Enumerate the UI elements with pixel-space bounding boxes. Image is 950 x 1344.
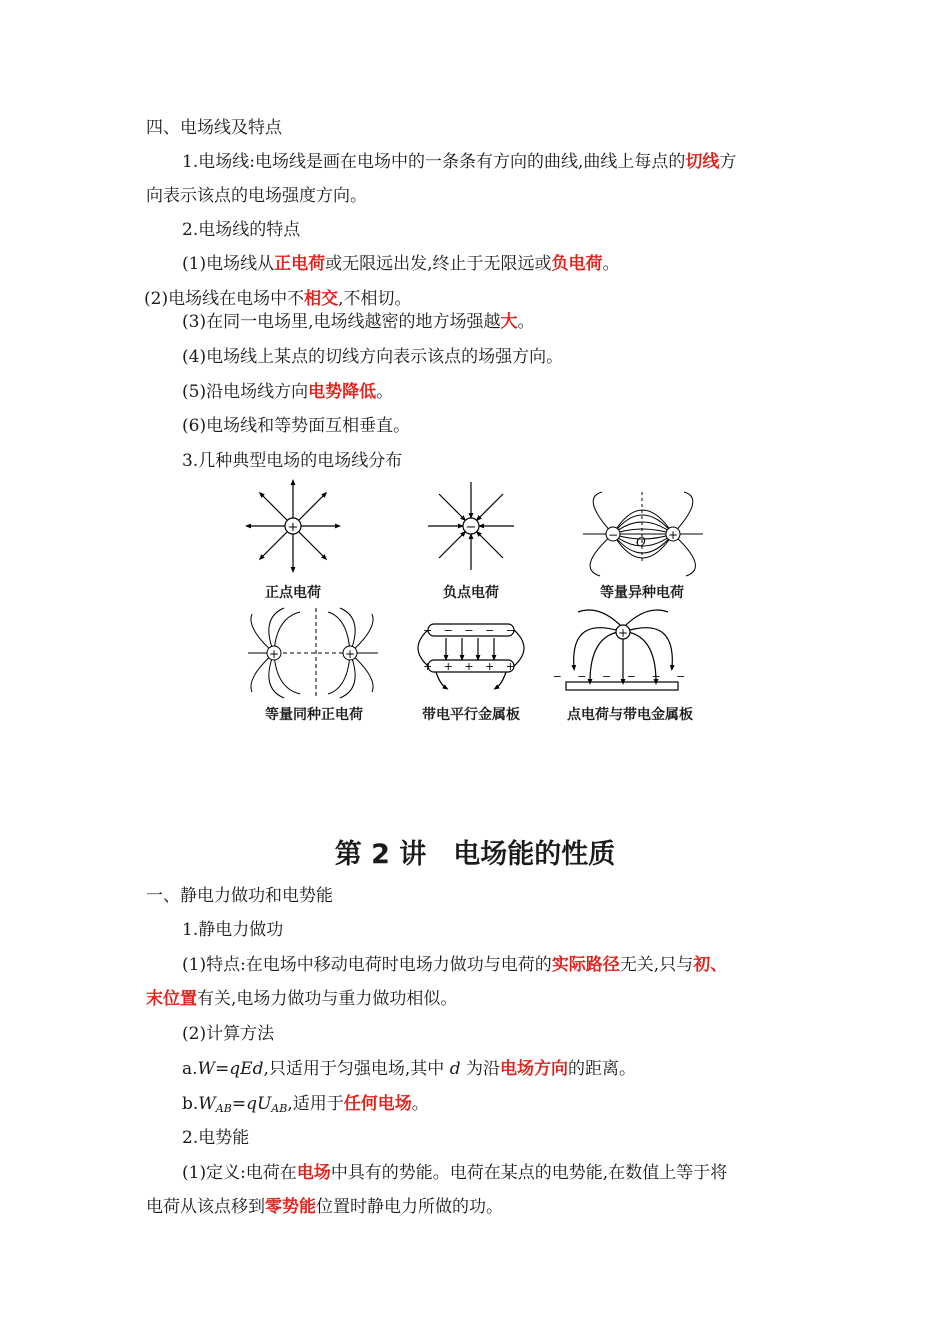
metal-plate-minus-signs: − − − − − − [552, 670, 692, 683]
dipole-minus: − [607, 528, 619, 542]
section-heading-2: 一、静电力做功和电势能 [146, 886, 333, 906]
caption-like-charges: 等量同种正电荷 [265, 707, 363, 723]
formula-a: a.W=qEd,只适用于匀强电场,其中 d 为沿电场方向的距离。 [182, 1059, 636, 1079]
subheading-typical-fields: 3.几种典型电场的电场线分布 [182, 451, 403, 471]
section-heading: 四、电场线及特点 [146, 118, 282, 138]
dipole-origin: O [636, 535, 646, 549]
feature-item-2: (2)电场线在电场中不相交,不相切。 [144, 289, 412, 309]
subheading-work: 1.静电力做功 [182, 920, 284, 940]
caption-dipole: 等量异种电荷 [600, 585, 684, 601]
charge-sign-minus: − [465, 520, 477, 535]
subheading-features: 2.电场线的特点 [182, 220, 301, 240]
dipole-plus: + [667, 528, 679, 542]
work-feature: (1)特点:在电场中移动电荷时电场力做功与电荷的实际路径无关,只与初、 [182, 955, 728, 975]
paragraph-field-line-def-cont: 向表示该点的电场强度方向。 [146, 186, 367, 206]
feature-item-3: (3)在同一电场里,电场线越密的地方场强越大。 [182, 312, 535, 332]
subheading-potential-energy: 2.电势能 [182, 1128, 250, 1148]
caption-negative-charge: 负点电荷 [443, 585, 499, 601]
plate-minus-signs: − − − − − [422, 624, 520, 637]
feature-item-4: (4)电场线上某点的切线方向表示该点的场强方向。 [182, 347, 564, 367]
feature-item-6: (6)电场线和等势面互相垂直。 [182, 416, 411, 436]
feature-item-1: (1)电场线从正电荷或无限远出发,终止于无限远或负电荷。 [182, 254, 620, 274]
caption-parallel-plates: 带电平行金属板 [422, 707, 520, 723]
dipole-diagram [583, 492, 703, 576]
caption-charge-and-plate: 点电荷与带电金属板 [567, 707, 693, 723]
potential-energy-def-cont: 电荷从该点移到零势能位置时静电力所做的功。 [146, 1197, 503, 1217]
caption-positive-charge: 正点电荷 [265, 585, 321, 601]
like-charge-plus-left: + [268, 647, 280, 661]
formula-b: $b.W_{AB}=qU_{AB}$,适用于任何电场。 [182, 1094, 429, 1115]
potential-energy-def: (1)定义:电荷在电场中具有的势能。电荷在某点的电势能,在数值上等于将 [182, 1163, 728, 1183]
field-lines-figure [240, 478, 720, 728]
paragraph-field-line-def: 1.电场线:电场线是画在电场中的一条条有方向的曲线,曲线上每点的切线方 [182, 152, 737, 172]
charge-sign-plus: + [287, 520, 299, 535]
plate-plus-signs: + + + + + [422, 660, 520, 673]
calc-method: (2)计算方法 [182, 1024, 275, 1044]
work-feature-cont: 末位置有关,电场力做功与重力做功相似。 [146, 989, 458, 1009]
like-charges-diagram [248, 608, 380, 698]
lecture-title: 第 2 讲 电场能的性质 [334, 839, 616, 870]
plate-point-charge-plus: + [617, 626, 629, 640]
feature-item-5: (5)沿电场线方向电势降低。 [182, 382, 394, 402]
like-charge-plus-right: + [344, 647, 356, 661]
